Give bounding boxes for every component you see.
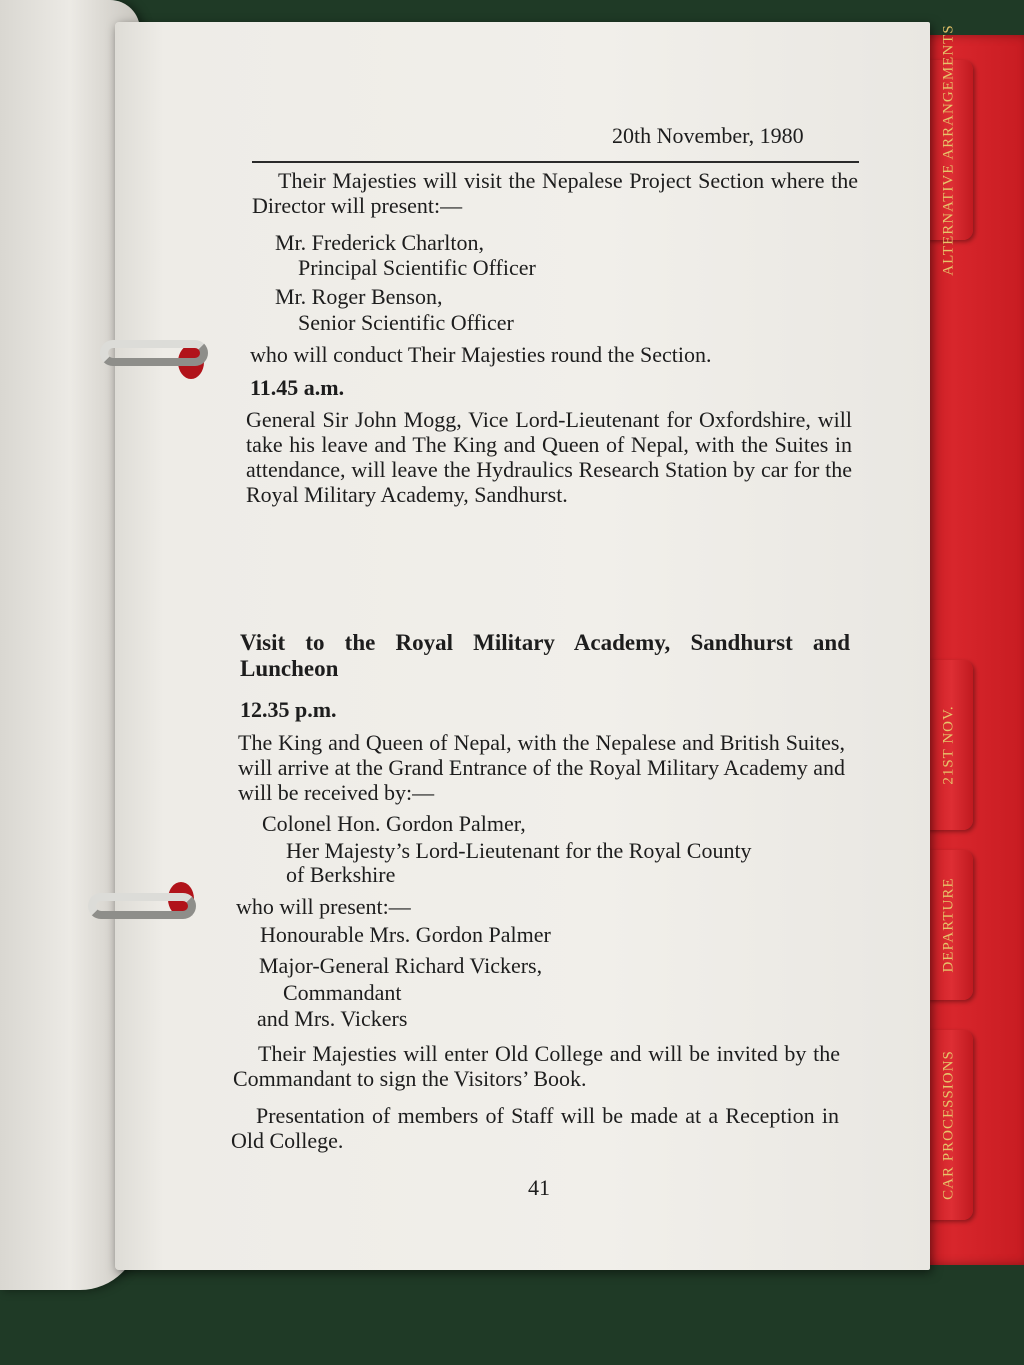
receiver-name: Colonel Hon. Gordon Palmer, bbox=[262, 811, 526, 836]
page-number: 41 bbox=[528, 1175, 550, 1200]
presented-line: Major-General Richard Vickers, bbox=[259, 953, 543, 978]
presentee-title: Senior Scientific Officer bbox=[298, 310, 514, 335]
tab-departure[interactable] bbox=[925, 850, 973, 1000]
visitors-book-paragraph: Their Majesties will enter Old College and will be invited by the Commandant to sign the Visitors’ Book. bbox=[233, 1041, 840, 1091]
tab-label: ALTERNATIVE ARRANGEMENTS bbox=[940, 24, 957, 276]
receiver-title: of Berkshire bbox=[286, 862, 396, 887]
tab-car-processions[interactable] bbox=[925, 1030, 973, 1220]
tab-label: 21ST NOV. bbox=[940, 705, 957, 785]
tab-alternative-arrangements[interactable] bbox=[925, 24, 973, 276]
binder-ring bbox=[88, 893, 196, 919]
tab-21st-nov[interactable] bbox=[925, 660, 973, 830]
presented-line: and Mrs. Vickers bbox=[257, 1006, 408, 1031]
presentee-name: Mr. Roger Benson, bbox=[275, 284, 443, 309]
departure-paragraph: General Sir John Mogg, Vice Lord-Lieutenant for Oxfordshire, will take his leave and The King and Queen of Nepal, with the Suites in attendance, will leave the Hydraulics Research Station by car for the Royal Military Academy, Sandhurst. bbox=[246, 407, 852, 507]
presented-line: Commandant bbox=[283, 980, 402, 1005]
binder-ring bbox=[100, 340, 208, 366]
time-label: 12.35 p.m. bbox=[240, 697, 337, 722]
tab-label: DEPARTURE bbox=[940, 877, 957, 973]
time-label: 11.45 a.m. bbox=[250, 375, 345, 400]
presentee-name: Mr. Frederick Charlton, bbox=[275, 230, 484, 255]
intro-paragraph: Their Majesties will visit the Nepalese Project Section where the Director will present:— bbox=[252, 168, 858, 218]
presented-line: Honourable Mrs. Gordon Palmer bbox=[260, 922, 551, 947]
page-date: 20th November, 1980 bbox=[612, 123, 804, 148]
who-will-present: who will present:— bbox=[236, 894, 411, 919]
tab-label: CAR PROCESSIONS bbox=[940, 1050, 957, 1200]
presentee-title: Principal Scientific Officer bbox=[298, 255, 536, 280]
reception-paragraph: Presentation of members of Staff will be made at a Reception in Old College. bbox=[231, 1103, 839, 1153]
header-divider bbox=[252, 161, 859, 163]
receiver-title: Her Majesty’s Lord-Lieutenant for the Royal County bbox=[286, 838, 752, 863]
arrival-paragraph: The King and Queen of Nepal, with the Nepalese and British Suites, will arrive at the Grand Entrance of the Royal Military Academy and will be received by:— bbox=[238, 730, 845, 805]
closing-line: who will conduct Their Majesties round the Section. bbox=[250, 342, 712, 367]
section-heading: Visit to the Royal Military Academy, Sandhurst and Luncheon bbox=[240, 630, 850, 681]
